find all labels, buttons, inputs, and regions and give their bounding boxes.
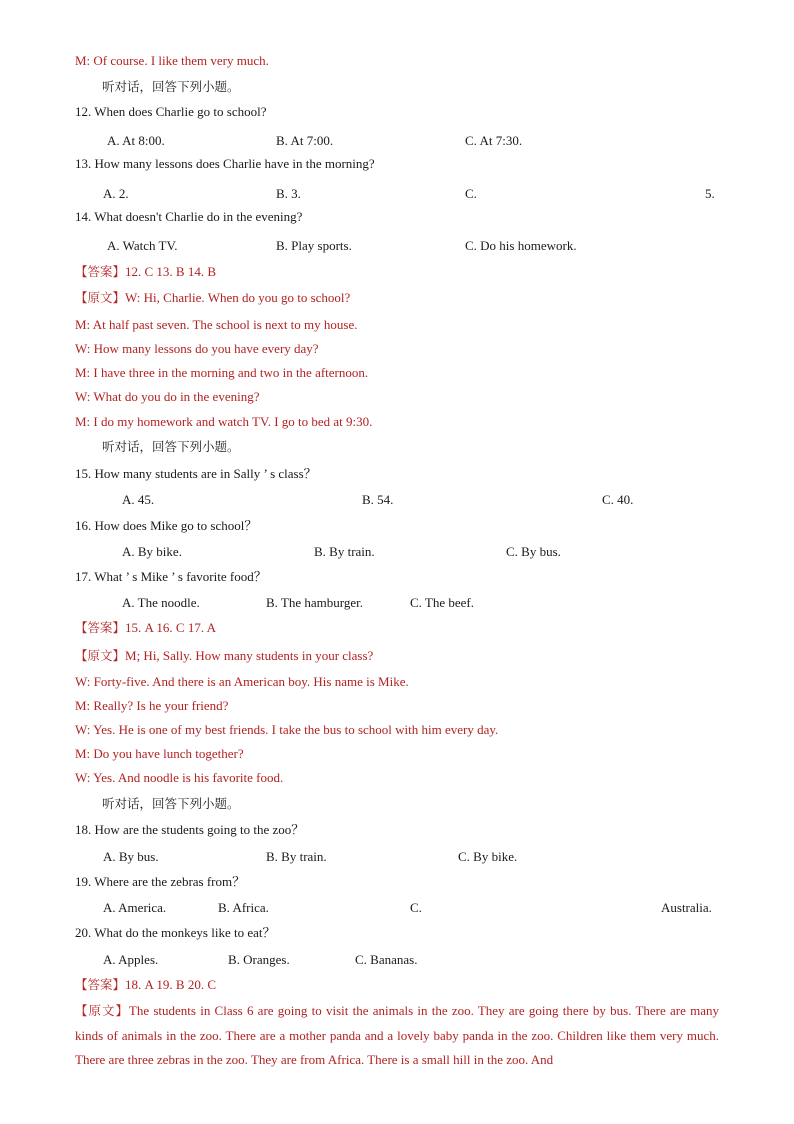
q18-option-b: B. By train.	[266, 849, 327, 864]
section-instruction: 听对话，回答下列小题。	[102, 79, 240, 94]
question-19: 19. Where are the zebras from？	[75, 874, 246, 889]
transcript-tag: 【原文】	[75, 648, 126, 663]
answer-tag: 【答案】	[75, 977, 126, 992]
answer-line	[75, 620, 216, 636]
section-instruction: 听对话，回答下列小题。	[102, 439, 240, 454]
q14-option-a: A. Watch TV.	[107, 238, 178, 253]
q13-option-c-value: 5.	[705, 186, 715, 201]
transcript-line: M: Do you have lunch together?	[75, 746, 244, 761]
q20-option-c: C. Bananas.	[355, 952, 418, 967]
q20-option-b: B. Oranges.	[228, 952, 290, 967]
transcript-line: M: I have three in the morning and two in the afternoon.	[75, 365, 369, 380]
transcript-line: W: Yes. He is one of my best friends. I take the bus to school with him every day.	[75, 722, 499, 737]
answer-line	[75, 264, 216, 280]
section-instruction: 听对话，回答下列小题。	[102, 796, 240, 811]
q14-option-b: B. Play sports.	[276, 238, 352, 253]
q13-option-c: C.	[465, 186, 477, 201]
q16-option-b: B. By train.	[314, 544, 375, 559]
answer-values: 18. A 19. B 20. C	[125, 977, 217, 992]
q16-option-c: C. By bus.	[506, 544, 561, 559]
answer-tag: 【答案】	[75, 620, 126, 635]
transcript-text: The students in Class 6 are going to visit the animals in the zoo. They are going there by bus. There are many kinds of animals in the zoo. There are a mother panda and a lovely baby panda in the zoo. Children like them very much. There are three zebras in the zoo. They are from Africa. There is a small hill in the zoo. And	[75, 1003, 719, 1067]
transcript-tag: 【原文】	[75, 290, 126, 305]
answer-line	[75, 977, 216, 993]
q19-option-c-value: Australia.	[661, 900, 712, 915]
transcript-line: W: How many lessons do you have every day?	[75, 341, 319, 356]
q19-option-a: A. America.	[103, 900, 167, 915]
question-12: 12. When does Charlie go to school?	[75, 104, 267, 119]
q15-option-c: C. 40.	[602, 492, 634, 507]
transcript-paragraph	[75, 999, 719, 1073]
transcript-text: M; Hi, Sally. How many students in your class?	[125, 648, 374, 663]
q12-option-c: C. At 7:30.	[465, 133, 523, 148]
q17-option-a: A. The noodle.	[122, 595, 200, 610]
transcript-line: M: At half past seven. The school is next to my house.	[75, 317, 358, 332]
question-15: 15. How many students are in Sally ’ s class？	[75, 466, 317, 481]
transcript-line	[75, 648, 373, 664]
q20-option-a: A. Apples.	[103, 952, 159, 967]
transcript-text: W: Hi, Charlie. When do you go to school?	[125, 290, 351, 305]
transcript-line: M: Really? Is he your friend?	[75, 698, 229, 713]
q15-option-b: B. 54.	[362, 492, 394, 507]
q18-option-a: A. By bus.	[103, 849, 159, 864]
question-13: 13. How many lessons does Charlie have in the morning?	[75, 156, 375, 171]
q15-option-a: A. 45.	[122, 492, 155, 507]
answer-values: 15. A 16. C 17. A	[125, 620, 217, 635]
transcript-line: W: Yes. And noodle is his favorite food.	[75, 770, 284, 785]
transcript-line	[75, 290, 350, 306]
question-20: 20. What do the monkeys like to eat？	[75, 925, 276, 940]
q19-option-c: C.	[410, 900, 422, 915]
q12-option-a: A. At 8:00.	[107, 133, 165, 148]
q14-option-c: C. Do his homework.	[465, 238, 577, 253]
question-16: 16. How does Mike go to school？	[75, 518, 258, 533]
q13-option-a: A. 2.	[103, 186, 129, 201]
answer-values: 12. C 13. B 14. B	[125, 264, 217, 279]
answer-tag: 【答案】	[75, 264, 126, 279]
q17-option-c: C. The beef.	[410, 595, 475, 610]
q19-option-b: B. Africa.	[218, 900, 269, 915]
q13-option-b: B. 3.	[276, 186, 301, 201]
transcript-line: M: I do my homework and watch TV. I go to bed at 9:30.	[75, 414, 373, 429]
transcript-line: W: Forty-five. And there is an American boy. His name is Mike.	[75, 674, 409, 689]
question-17: 17. What ’ s Mike ’ s favorite food？	[75, 569, 267, 584]
transcript-line: W: What do you do in the evening?	[75, 389, 260, 404]
dialogue-line: M: Of course. I like them very much.	[75, 53, 269, 68]
transcript-tag: 【原文】	[75, 1003, 129, 1018]
question-14: 14. What doesn't Charlie do in the evening?	[75, 209, 303, 224]
q18-option-c: C. By bike.	[458, 849, 518, 864]
q16-option-a: A. By bike.	[122, 544, 182, 559]
q12-option-b: B. At 7:00.	[276, 133, 334, 148]
q17-option-b: B. The hamburger.	[266, 595, 364, 610]
question-18: 18. How are the students going to the zoo？	[75, 822, 305, 837]
